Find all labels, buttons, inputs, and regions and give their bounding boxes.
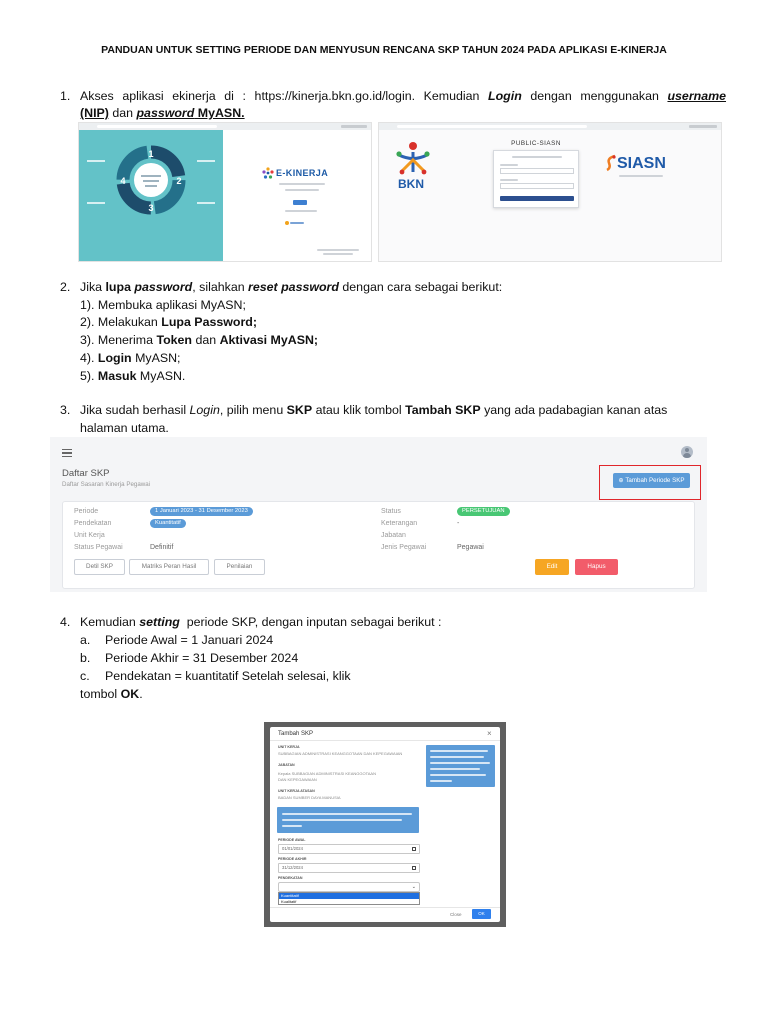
step-4-text: Kemudian bbox=[80, 615, 140, 629]
sub-text: dan bbox=[192, 333, 220, 347]
jabatan-value: Kepala SUBBAGIAN ADMINISTRASI KEANGGOTAAN DAN KEPEGAWAIAN bbox=[278, 771, 376, 782]
step-2-sub-2 bbox=[80, 314, 257, 330]
calendar-icon[interactable] bbox=[412, 866, 416, 870]
keterangan-value: - bbox=[457, 520, 460, 527]
aktivasi-term: Aktivasi MyASN; bbox=[219, 333, 319, 347]
token-term: Token bbox=[156, 333, 193, 347]
step-4-c-marker: c. bbox=[80, 669, 90, 683]
page-title: Daftar SKP bbox=[62, 468, 110, 479]
step-1-line-2 bbox=[80, 105, 245, 121]
reset-password-term: reset password bbox=[248, 280, 339, 294]
step-2-sub-3 bbox=[80, 332, 318, 348]
tambah-skp-term: Tambah SKP bbox=[405, 403, 481, 417]
periode-label: Periode bbox=[74, 508, 99, 515]
document-title: PANDUAN UNTUK SETTING PERIODE DAN MENYUSUN RENCANA SKP TAHUN 2024 PADA APLIKASI E-KINERJA bbox=[101, 44, 667, 56]
status-label: Status bbox=[381, 508, 401, 515]
unit-kerja-value: SUBBAGIAN ADMINISTRASI KEANGGOTAAN DAN KEPEGAWAIAN bbox=[278, 751, 403, 756]
step-2-text: , silahkan bbox=[192, 280, 249, 294]
cycle-diagram bbox=[79, 130, 223, 262]
diagram-number-1: 1 bbox=[148, 149, 154, 159]
login-term: Login bbox=[488, 89, 522, 103]
step-1-line-1 bbox=[80, 88, 726, 104]
step-4-b-text: Periode Akhir = 31 Desember 2024 bbox=[105, 651, 299, 665]
page-subtitle: Daftar Sasaran Kinerja Pegawai bbox=[62, 481, 151, 488]
user-avatar-icon[interactable] bbox=[681, 446, 693, 458]
address-bar[interactable] bbox=[397, 125, 587, 128]
address-bar[interactable] bbox=[97, 125, 217, 128]
lupa-term: lupa bbox=[105, 280, 135, 294]
text-placeholder bbox=[87, 160, 105, 162]
periode-awal-label: PERIODE AWAL bbox=[278, 838, 306, 842]
keterangan-label: Keterangan bbox=[381, 520, 418, 527]
text-placeholder bbox=[512, 156, 562, 158]
password-input[interactable] bbox=[500, 183, 574, 189]
step-1-number: 1. bbox=[60, 89, 71, 103]
step-2-sub-4 bbox=[80, 350, 181, 366]
jabatan-label: JABATAN bbox=[278, 763, 295, 767]
siasn-logo-text: SIASN bbox=[617, 155, 666, 172]
step-4-text: tombol bbox=[80, 687, 121, 701]
modal-title: Tambah SKP bbox=[278, 731, 314, 737]
step-3-text: Jika sudah berhasil bbox=[80, 403, 190, 417]
siasn-login-screenshot bbox=[378, 122, 722, 262]
chevron-down-icon: ⌄ bbox=[411, 884, 416, 890]
divider bbox=[270, 740, 500, 741]
button-label: Tambah Periode SKP bbox=[625, 477, 685, 484]
menu-icon[interactable] bbox=[62, 449, 72, 457]
sign-in-button[interactable] bbox=[500, 196, 574, 201]
sub-text: 3). Menerima bbox=[80, 333, 157, 347]
pendekatan-label: Pendekatan bbox=[74, 520, 112, 527]
text-placeholder bbox=[141, 175, 161, 177]
ok-term: OK bbox=[120, 687, 140, 701]
login-term: Login bbox=[97, 351, 132, 365]
step-4-line bbox=[80, 614, 441, 630]
browser-toolbar bbox=[379, 123, 722, 130]
masuk-term: Masuk bbox=[97, 369, 137, 383]
step-1-text: dan bbox=[108, 106, 137, 120]
periode-badge: 1 Januari 2023 - 31 Desember 2023 bbox=[150, 507, 253, 516]
step-1-text: dengan menggunakan bbox=[521, 89, 668, 103]
step-3-text: , pilih menu bbox=[219, 403, 287, 417]
status-pegawai-value: Definitif bbox=[150, 544, 174, 551]
lupa-password-term: Lupa Password bbox=[161, 315, 253, 329]
step-2-number: 2. bbox=[60, 280, 71, 294]
login-card bbox=[493, 150, 579, 208]
matriks-peran-hasil-button[interactable]: Matriks Peran Hasil bbox=[129, 559, 209, 575]
skp-card bbox=[62, 501, 695, 589]
ok-button[interactable]: OK bbox=[472, 909, 491, 919]
sub-text: 2). Melakukan bbox=[80, 315, 162, 329]
sub-text: 4). bbox=[80, 351, 98, 365]
tambah-periode-skp-button[interactable] bbox=[613, 473, 690, 488]
step-2-text: dengan cara sebagai berikut: bbox=[338, 280, 503, 294]
diagram-number-2: 2 bbox=[176, 176, 182, 186]
step-2-text: Jika bbox=[80, 280, 106, 294]
text-placeholder bbox=[285, 210, 317, 212]
unit-kerja-label: Unit Kerja bbox=[74, 532, 105, 539]
text-placeholder bbox=[500, 179, 518, 181]
text-placeholder bbox=[317, 249, 359, 251]
login-term: Login bbox=[189, 403, 220, 417]
step-1-text: Akses aplikasi ekinerja di : https://kinerja.bkn.go.id/login. Kemudian bbox=[80, 89, 489, 103]
step-2-sub-1: 1). Membuka aplikasi MyASN; bbox=[80, 298, 246, 312]
text-placeholder bbox=[285, 189, 319, 191]
divider bbox=[270, 907, 500, 908]
ekinerja-logo-text: E-KINERJA bbox=[276, 168, 329, 178]
text-placeholder bbox=[197, 202, 215, 204]
detil-skp-button[interactable]: Detil SKP bbox=[74, 559, 125, 575]
setting-term: setting bbox=[139, 615, 180, 629]
step-4-b-marker: b. bbox=[80, 651, 91, 665]
daftar-skp-screenshot bbox=[50, 437, 707, 592]
browser-toolbar bbox=[79, 123, 372, 130]
teal-illustration-panel bbox=[79, 130, 223, 262]
status-badge: PERSETUJUAN bbox=[457, 507, 510, 516]
browser-icons bbox=[341, 125, 367, 128]
text-placeholder bbox=[290, 222, 304, 224]
jenis-pegawai-value: Pegawai bbox=[457, 544, 484, 551]
text-placeholder bbox=[500, 164, 518, 166]
step-3-number: 3. bbox=[60, 403, 71, 417]
option-kuantitatif[interactable]: Kuantitatif bbox=[279, 893, 419, 899]
step-4-a-marker: a. bbox=[80, 633, 91, 647]
text-placeholder bbox=[619, 175, 663, 177]
step-4-c-text: Pendekatan = kuantitatif Setelah selesai, klik bbox=[105, 669, 351, 683]
pendekatan-dropdown bbox=[278, 892, 420, 905]
diagram-number-4: 4 bbox=[120, 176, 126, 186]
step-3-line-1 bbox=[80, 402, 667, 418]
step-2-line bbox=[80, 279, 502, 295]
periode-akhir-input[interactable] bbox=[278, 863, 420, 873]
close-button[interactable]: Close bbox=[450, 912, 462, 917]
skp-term: SKP bbox=[286, 403, 313, 417]
bkn-logo-text: BKN bbox=[398, 177, 424, 191]
tambah-skp-modal bbox=[270, 727, 500, 922]
calendar-icon[interactable] bbox=[412, 847, 416, 851]
ekinerja-login-screenshot bbox=[78, 122, 372, 262]
unit-kerja-atasan-value: BADAN SUMBER DAYA MANUSIA bbox=[278, 795, 341, 800]
diagram-number-3: 3 bbox=[148, 203, 154, 213]
myasn-term: MyASN. bbox=[194, 106, 245, 120]
step-3-text: yang ada padabagian kanan atas bbox=[480, 403, 668, 417]
pendekatan-label: PENDEKATAN bbox=[278, 876, 303, 880]
sub-text: 5). bbox=[80, 369, 98, 383]
password-term: password bbox=[134, 280, 193, 294]
text-placeholder bbox=[279, 183, 325, 185]
bkn-emblem-icon bbox=[393, 141, 433, 177]
step-3-text: atau klik tombol bbox=[312, 403, 406, 417]
step-4-text: . bbox=[139, 687, 143, 701]
username-term: username bbox=[667, 89, 727, 103]
close-icon[interactable]: × bbox=[487, 729, 492, 738]
bkn-small-icon bbox=[285, 221, 289, 225]
unit-kerja-atasan-label: UNIT KERJA ATASAN bbox=[278, 789, 315, 793]
pendekatan-select[interactable] bbox=[278, 882, 420, 892]
sub-text: MyASN; bbox=[131, 351, 181, 365]
login-button[interactable] bbox=[293, 200, 307, 205]
status-pegawai-label: Status Pegawai bbox=[74, 544, 123, 551]
plus-circle-icon: ⊕ bbox=[618, 477, 626, 484]
text-placeholder bbox=[87, 202, 105, 204]
jabatan-label: Jabatan bbox=[381, 532, 406, 539]
input-value: 01/01/2024 bbox=[282, 846, 303, 851]
ekinerja-star-icon bbox=[262, 167, 274, 179]
tambah-skp-screenshot bbox=[264, 722, 506, 927]
public-siasn-heading: PUBLIC-SIASN bbox=[511, 140, 561, 147]
step-3-line-2: halaman utama. bbox=[80, 421, 169, 435]
text-placeholder bbox=[197, 160, 215, 162]
unit-kerja-label: UNIT KERJA bbox=[278, 745, 300, 749]
info-box-middle bbox=[277, 807, 419, 833]
password-term: password bbox=[136, 106, 195, 120]
jenis-pegawai-label: Jenis Pegawai bbox=[381, 544, 427, 551]
input-value: 31/12/2024 bbox=[282, 865, 303, 870]
option-kualitatif[interactable]: Kualitatif bbox=[281, 898, 297, 904]
step-2-sub-5 bbox=[80, 368, 185, 384]
step-4-text: periode SKP, dengan inputan sebagai berikut : bbox=[179, 615, 442, 629]
periode-awal-input[interactable] bbox=[278, 844, 420, 854]
edit-button[interactable]: Edit bbox=[535, 559, 569, 575]
step-4-a-text: Periode Awal = 1 Januari 2024 bbox=[105, 633, 274, 647]
info-box-right bbox=[426, 745, 495, 787]
periode-akhir-label: PERIODE AKHIR bbox=[278, 857, 307, 861]
step-4-number: 4. bbox=[60, 615, 71, 629]
step-4-last-line bbox=[80, 686, 143, 702]
siasn-swirl-icon bbox=[605, 154, 617, 172]
username-input[interactable] bbox=[500, 168, 574, 174]
text-placeholder bbox=[145, 185, 157, 187]
sub-text: MyASN. bbox=[136, 369, 186, 383]
nip-term: (NIP) bbox=[80, 106, 109, 120]
browser-icons bbox=[689, 125, 717, 128]
sub-text: ; bbox=[252, 315, 257, 329]
hapus-button[interactable]: Hapus bbox=[575, 559, 618, 575]
penilaian-button[interactable]: Penilaian bbox=[214, 559, 265, 575]
text-placeholder bbox=[323, 253, 353, 255]
pendekatan-badge: Kuantitatif bbox=[150, 519, 186, 528]
text-placeholder bbox=[143, 180, 159, 182]
